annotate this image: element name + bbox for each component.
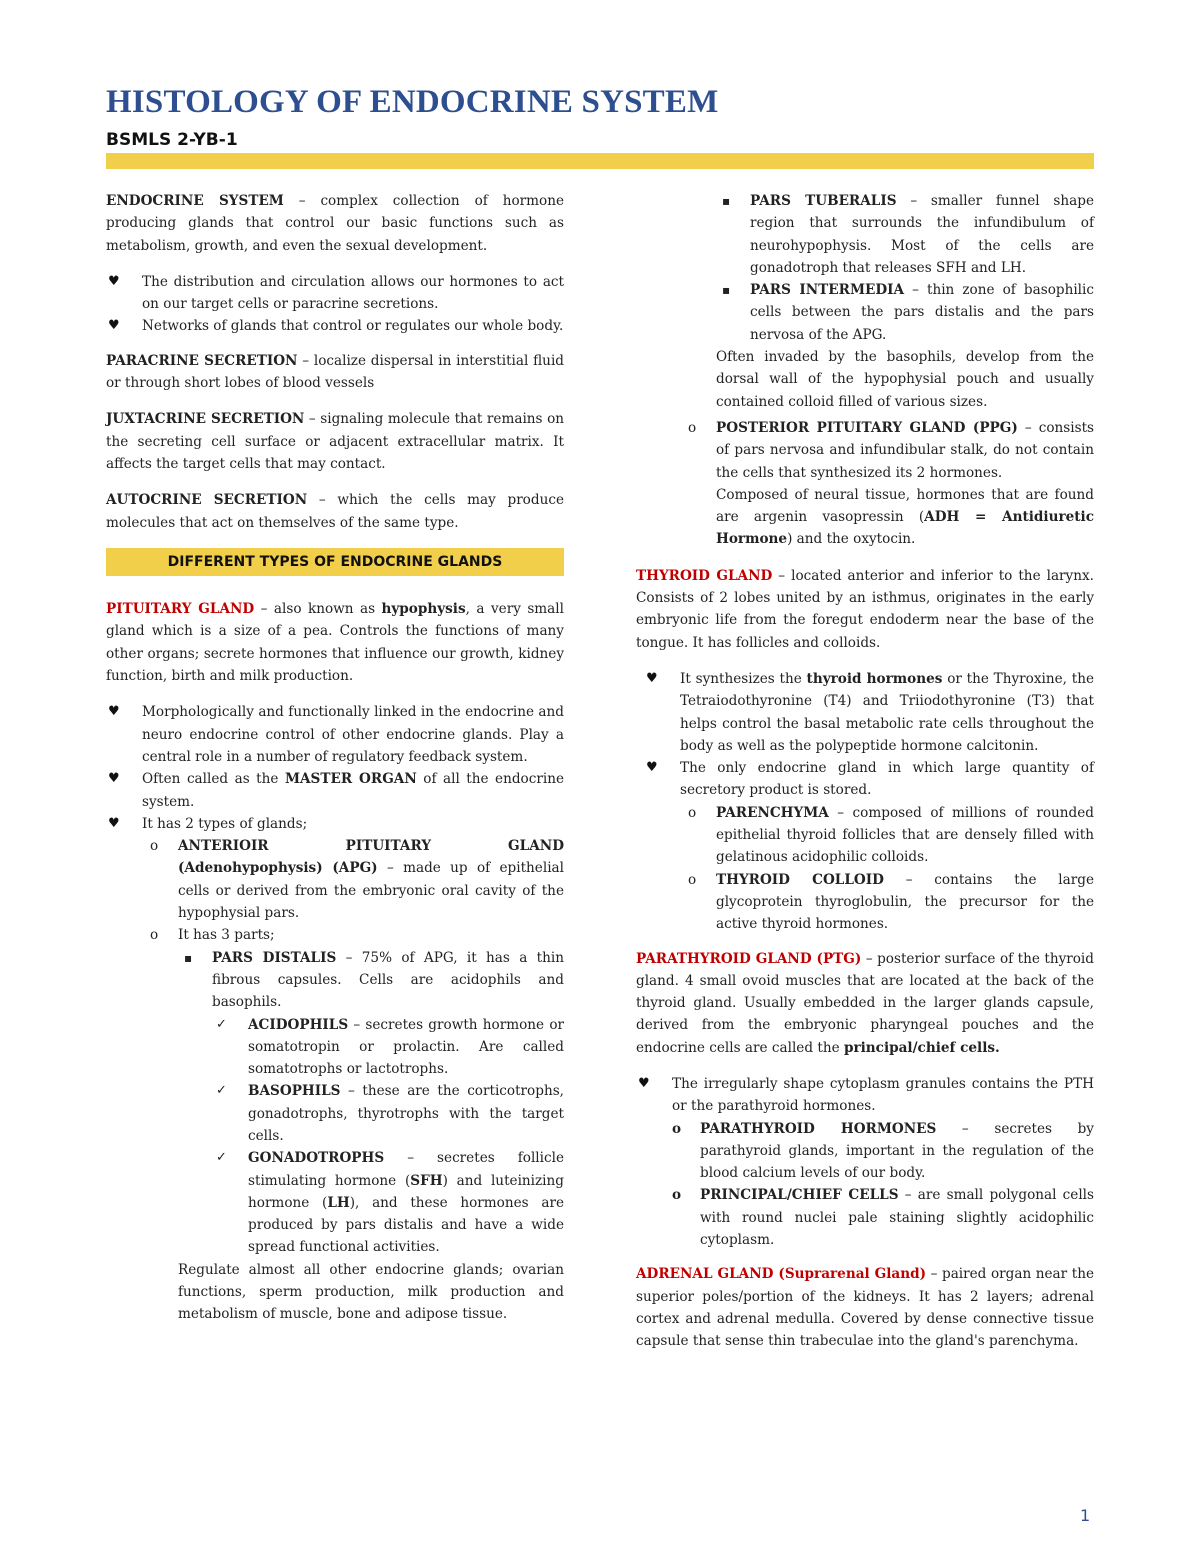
list-item: ♥ It synthesizes the thyroid hormones or the Thyroxine, the Tetraiodothyronine (T4) and Triiodothyronine (T3) that helps control the basal metabolic rate cells throughout the body as well as the polypeptide hormone calcitonin.	[644, 668, 1094, 757]
apg-parts-list	[178, 947, 564, 1326]
list-item: o THYROID COLLOID – contains the large glycoprotein thyroglobulin, the precursor for the active thyroid hormones.	[680, 869, 1094, 936]
list-item: ♥ The irregularly shape cytoplasm granules contains the PTH or the parathyroid hormones. o PARATHYROID HORMONES – secretes by parathyroid glands, important in the regulation of the blood calcium levels of our body. o PRINCIPAL/CHIEF CELLS – are small polygonal cells with round nuclei pale staining slightly acidophilic cytoplasm.	[636, 1073, 1094, 1251]
pituitary-definition: PITUITARY GLAND – also known as hypophysis, a very small gland which is a size of a pea. Controls the functions of many other organs; secrete hormones that influence our growth, kidney function, birth and milk production.	[106, 601, 564, 685]
header-divider-bar	[106, 153, 1094, 169]
adrenal-definition: ADRENAL GLAND (Suprarenal Gland) – paired organ near the superior poles/portion of the kidneys. It has 2 layers; adrenal cortex and adrenal medulla. Covered by dense connective tissue capsule that sense thin trabeculae into the gland's parenchyma.	[636, 1266, 1094, 1350]
list-item: o PRINCIPAL/CHIEF CELLS – are small polygonal cells with round nuclei pale staining slightly acidophilic cytoplasm.	[664, 1184, 1094, 1251]
list-item: ▪ PARS INTERMEDIA – thin zone of basophilic cells between the pars distalis and the pars nervosa of the APG.	[716, 279, 1094, 346]
gland-type-list	[142, 835, 564, 1326]
left-column	[106, 190, 564, 1338]
list-item: o PARATHYROID HORMONES – secretes by parathyroid glands, important in the regulation of the blood calcium levels of our body.	[664, 1118, 1094, 1185]
endocrine-system-definition: ENDOCRINE SYSTEM – complex collection of hormone producing glands that control our basic functions such as metabolism, growth, and even the sexual development.	[106, 193, 565, 254]
pituitary-bullet-list	[106, 701, 564, 1325]
section-heading: DIFFERENT TYPES OF ENDOCRINE GLANDS	[106, 548, 564, 576]
list-item: ♥ Networks of glands that control or regulates our whole body.	[106, 315, 564, 337]
autocrine-definition: AUTOCRINE SECRETION – which the cells may produce molecules that act on themselves of the same type.	[106, 492, 564, 531]
regulate-paragraph: Regulate almost all other endocrine glands; ovarian functions, sperm production, milk production and metabolism of muscle, bone and adipose tissue.	[178, 1261, 564, 1323]
juxtacrine-definition: JUXTACRINE SECRETION – signaling molecule that remains on the secreting cell surface or adjacent extracellular matrix. It affects the target cells that may contact.	[106, 411, 565, 472]
thyroid-sublist	[680, 802, 1094, 936]
list-item: ♥ Often called as the MASTER ORGAN of all the endocrine system.	[106, 768, 564, 813]
list-item: o ANTERIOIR PITUITARY GLAND (Adenohypophysis) (APG) – made up of epithelial cells or derived from the embryonic oral cavity of the hypophysial pars.	[142, 835, 564, 924]
intro-bullet-list	[106, 271, 564, 338]
paracrine-definition: PARACRINE SECRETION – localize dispersal in interstitial fluid or through short lobes of blood vessels	[106, 352, 564, 392]
ppg-list	[680, 417, 1094, 551]
document-title: HISTOLOGY OF ENDOCRINE SYSTEM	[106, 84, 719, 120]
composed-paragraph: Composed of neural tissue, hormones that are found are argenin vasopressin (ADH = Antidiuretic Hormone) and the oxytocin.	[716, 486, 1094, 548]
document-subtitle: BSMLS 2-YB-1	[106, 130, 238, 150]
list-item: o PARENCHYMA – composed of millions of rounded epithelial thyroid follicles that are densely filled with gelatinous acidophilic colloids.	[680, 802, 1094, 869]
list-item: ♥ Morphologically and functionally linked in the endocrine and neuro endocrine control of other endocrine glands. Play a central role in a number of regulatory feedback system.	[106, 701, 564, 768]
thyroid-bullet-list	[644, 668, 1094, 936]
parathyroid-bullet-list	[636, 1073, 1094, 1251]
thyroid-definition: THYROID GLAND – located anterior and inferior to the larynx. Consists of 2 lobes united by an isthmus, originates in the early embryonic life from the foregut endoderm near the base of the tongue. It has follicles and colloids.	[636, 567, 1094, 651]
list-item: ♥ It has 2 types of glands; o ANTERIOIR PITUITARY GLAND (Adenohypophysis) (APG) – made up of epithelial cells or derived from the embryonic oral cavity of the hypophysial pars. o It has 3 parts; ▪ PARS DISTALIS – 75% of APG, it has a thin fibrous capsules. Cells are acidophils and basophils. ✓ ACIDOPHILS – secretes growth hormone or somatotropin or prolactin. Are called somatotrophs or lactotrophs. ✓ BASOPHILS – these are the corticotrophs, gonadotrophs, thyrotrophs with the target cells. ✓ GONADOTROPHS – secretes follicle stimulating hormone (SFH) and luteinizing hormone (LH), and these hormones are produced by pars distalis and have a wide spread functional activities. Regulate almost all other endocrine glands; ovarian functions, sperm production, milk production and metabolism of muscle, bone and adipose tissue.	[106, 813, 564, 1326]
list-item: ✓ ACIDOPHILS – secretes growth hormone or somatotropin or prolactin. Are called somatotrophs or lactotrophs.	[212, 1014, 564, 1081]
right-column	[636, 190, 1094, 1367]
list-item: ▪ PARS TUBERALIS – smaller funnel shape region that surrounds the infundibulum of neurohypophysis. Most of the cells are gonadotroph that releases SFH and LH.	[716, 190, 1094, 279]
often-invaded-paragraph: Often invaded by the basophils, develop from the dorsal wall of the hypophysial pouch and usually contained colloid filled of various sizes.	[716, 349, 1094, 410]
list-item: o POSTERIOR PITUITARY GLAND (PPG) – consists of pars nervosa and infundibular stalk, do not contain the cells that synthesized its 2 hormones. Composed of neural tissue, hormones that are found are argenin vasopressin (ADH = Antidiuretic Hormone) and the oxytocin.	[680, 417, 1094, 551]
list-item: ♥ The distribution and circulation allows our hormones to act on our target cells or paracrine secretions.	[106, 271, 564, 316]
list-item: ▪ PARS DISTALIS – 75% of APG, it has a thin fibrous capsules. Cells are acidophils and basophils. ✓ ACIDOPHILS – secretes growth hormone or somatotropin or prolactin. Are called somatotrophs or lactotrophs. ✓ BASOPHILS – these are the corticotrophs, gonadotrophs, thyrotrophs with the target cells. ✓ GONADOTROPHS – secretes follicle stimulating hormone (SFH) and luteinizing hormone (LH), and these hormones are produced by pars distalis and have a wide spread functional activities. Regulate almost all other endocrine glands; ovarian functions, sperm production, milk production and metabolism of muscle, bone and adipose tissue.	[178, 947, 564, 1326]
apg-parts-continued	[716, 190, 1094, 346]
list-item: ✓ GONADOTROPHS – secretes follicle stimulating hormone (SFH) and luteinizing hormone (LH), and these hormones are produced by pars distalis and have a wide spread functional activities.	[212, 1147, 564, 1258]
list-item: ♥ The only endocrine gland in which large quantity of secretory product is stored. o PARENCHYMA – composed of millions of rounded epithelial thyroid follicles that are densely filled with gelatinous acidophilic colloids. o THYROID COLLOID – contains the large glycoprotein thyroglobulin, the precursor for the active thyroid hormones.	[644, 757, 1094, 935]
cell-type-list	[212, 1014, 564, 1259]
page-number: 1	[1080, 1506, 1091, 1525]
parathyroid-sublist	[664, 1118, 1094, 1252]
apg-parts-list-continued	[716, 190, 1094, 346]
parathyroid-definition: PARATHYROID GLAND (PTG) – posterior surface of the thyroid gland. 4 small ovoid muscles that are located at the back of the thyroid gland. Usually embedded in the larger glands capsule, derived from the embryonic pharyngeal pouches and the endocrine cells are called the principal/chief cells.	[636, 950, 1094, 1056]
list-item: ✓ BASOPHILS – these are the corticotrophs, gonadotrophs, thyrotrophs with the target cells.	[212, 1080, 564, 1147]
list-item: o It has 3 parts; ▪ PARS DISTALIS – 75% of APG, it has a thin fibrous capsules. Cells are acidophils and basophils. ✓ ACIDOPHILS – secretes growth hormone or somatotropin or prolactin. Are called somatotrophs or lactotrophs. ✓ BASOPHILS – these are the corticotrophs, gonadotrophs, thyrotrophs with the target cells. ✓ GONADOTROPHS – secretes follicle stimulating hormone (SFH) and luteinizing hormone (LH), and these hormones are produced by pars distalis and have a wide spread functional activities. Regulate almost all other endocrine glands; ovarian functions, sperm production, milk production and metabolism of muscle, bone and adipose tissue.	[142, 924, 564, 1325]
